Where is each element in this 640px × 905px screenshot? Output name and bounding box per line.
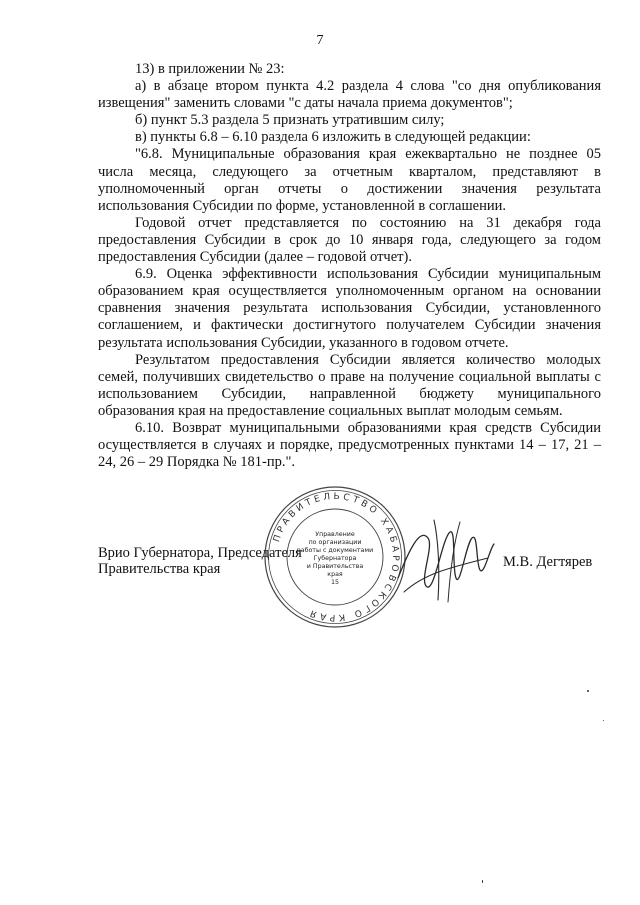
paragraph: 6.9. Оценка эффективности использования Субсидии муниципальным образованием края осуществляется уполномоченным органом на основании сравнения значения результата использования Субсидии, установленного соглашением, и фактически достигнутого получателем Субсидии значения результата использования Субсидии, указанного в годовом отчете. <box>98 266 601 351</box>
document-body <box>98 61 601 471</box>
scan-speck <box>587 690 589 692</box>
paragraph: Годовой отчет представляется по состоянию на 31 декабря года предоставления Субсидии в срок до 10 января года, следующего за годом предоставления Субсидии (далее – годовой отчет). <box>98 214 601 266</box>
signatory-title-line: Врио Губернатора, Председателя <box>98 545 302 561</box>
seal-ring-text: ПРАВИТЕЛЬСТВО ХАБАРОВСКОГО КРАЯ <box>272 491 401 623</box>
paragraph: 6.10. Возврат муниципальными образованиями края средств Субсидии осуществляется в случаях и порядке, предусмотренных пунктами 14 – 17, 21 – 24, 26 – 29 Порядка № 181-пр.". <box>98 419 601 471</box>
handwritten-signature <box>390 508 500 608</box>
seal-inner-line: 15 <box>330 579 340 586</box>
paragraph: 13) в приложении № 23: <box>135 61 285 77</box>
scan-speck <box>603 720 604 721</box>
seal-inner-line: работы с документами <box>296 547 374 554</box>
signatory-title <box>98 545 302 577</box>
seal-inner-line: Управление <box>315 531 355 538</box>
signatory-name: М.В. Дегтярев <box>503 554 593 570</box>
seal-inner-line: края <box>327 571 343 578</box>
page-number: 7 <box>316 33 324 48</box>
paragraph: Результатом предоставления Субсидии является количество молодых семей, получивших свидетельство о праве на получение социальной выплаты с использованием Субсидии, направленной бюджету муниципального образования края на предоставление социальных выплат молодым семьям. <box>98 351 601 419</box>
seal-inner-line: по организации <box>308 539 362 546</box>
seal-inner-line: Губернатора <box>313 555 357 562</box>
paragraph: а) в абзаце втором пункта 4.2 раздела 4 слова "со дня опубликования извещения" заменить словами "с даты начала приема документов"; <box>98 78 601 112</box>
paragraph: "6.8. Муниципальные образования края ежеквартально не позднее 05 числа месяца, следующего за отчетным кварталом, представляют в уполномоченный орган отчеты о достижении значения результата использования Субсидии по форме, установленной в соглашении. <box>98 146 601 214</box>
scan-speck <box>482 880 483 883</box>
signatory-title-line: Правительства края <box>98 561 221 577</box>
seal-inner-line: и Правительства <box>306 563 364 570</box>
paragraph: в) пункты 6.8 – 6.10 раздела 6 изложить в следующей редакции: <box>135 129 531 146</box>
paragraph: б) пункт 5.3 раздела 5 признать утратившим силу; <box>135 112 445 129</box>
